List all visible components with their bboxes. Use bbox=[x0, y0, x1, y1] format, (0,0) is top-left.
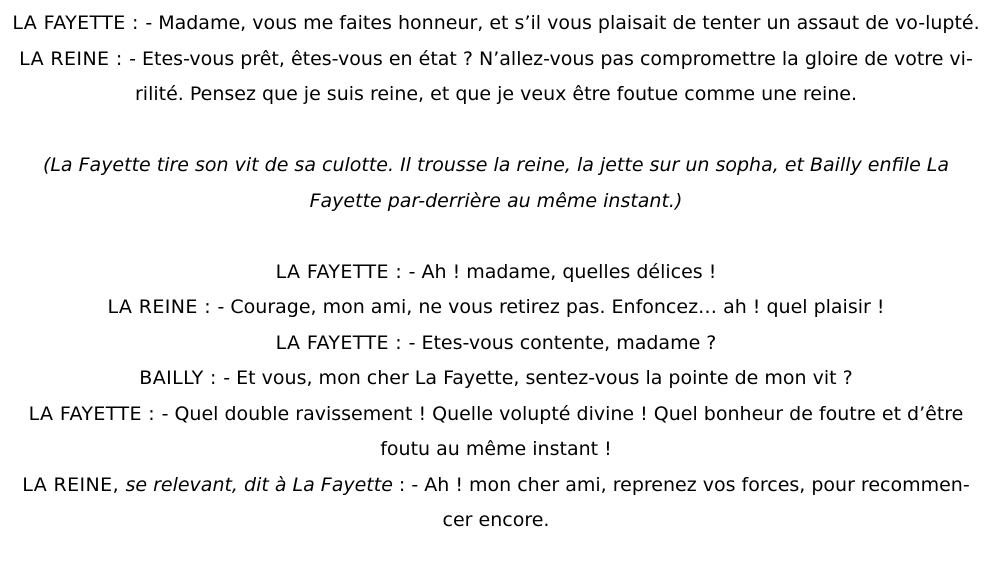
speech-text: - Ah ! madame, quelles délices ! bbox=[408, 260, 717, 283]
speech-text: - Et vous, mon cher La Fayette, sentez-vous la pointe de mon vit ? bbox=[223, 367, 853, 389]
inline-stage-direction: se relevant, dit à La Fayette bbox=[125, 473, 393, 496]
speech-text: - Madame, vous me faites honneur, et s’il vous plaisait de tenter un assaut de vo-lupté. bbox=[145, 12, 980, 34]
paragraph-spacer bbox=[10, 113, 982, 149]
speaker-name: LA FAYETTE : bbox=[12, 12, 146, 34]
dialogue-line-lafayette-4 bbox=[10, 397, 982, 468]
speaker-name: LA REINE : bbox=[19, 47, 130, 70]
dialogue-line-bailly bbox=[10, 361, 982, 397]
speaker-name: BAILLY : bbox=[139, 367, 224, 389]
speech-text: - Etes-vous prêt, êtes-vous en état ? N’allez-vous pas compromettre la gloire de votre vi-rilité. Pensez que je suis reine, et que je veux être foutue comme une reine. bbox=[129, 47, 973, 105]
speech-text: - Quel double ravissement ! Quelle volupté divine ! Quel bonheur de foutre et d’être foutu au même instant ! bbox=[161, 402, 964, 460]
speaker-name: LA FAYETTE : bbox=[275, 331, 409, 354]
speech-text: - Etes-vous contente, madame ? bbox=[408, 331, 717, 354]
speaker-name: LA REINE, bbox=[22, 473, 126, 496]
dialogue-line-reine-1 bbox=[10, 42, 982, 113]
dialogue-line-reine-3 bbox=[10, 468, 982, 539]
stage-direction: (La Fayette tire son vit de sa culotte. Il trousse la reine, la jette sur un sopha, et Bailly enfile La Fayette par-derrière au même instant.) bbox=[42, 154, 950, 212]
dialogue-line-lafayette-3 bbox=[10, 326, 982, 362]
speech-text: - Ah ! mon cher ami, reprenez vos forces, pour recommen-cer encore. bbox=[411, 473, 970, 531]
dialogue-line-lafayette-2 bbox=[10, 255, 982, 291]
speaker-name: LA FAYETTE : bbox=[28, 402, 162, 425]
dialogue-line-lafayette-1 bbox=[10, 6, 982, 42]
paragraph-spacer bbox=[10, 219, 982, 255]
speaker-name: LA FAYETTE : bbox=[275, 260, 409, 283]
dialogue-line-reine-2 bbox=[10, 290, 982, 326]
speaker-name: LA REINE : bbox=[107, 296, 218, 318]
speech-text: - Courage, mon ami, ne vous retirez pas. Enfoncez… ah ! quel plaisir ! bbox=[217, 296, 885, 318]
speech-colon: : bbox=[392, 473, 412, 496]
